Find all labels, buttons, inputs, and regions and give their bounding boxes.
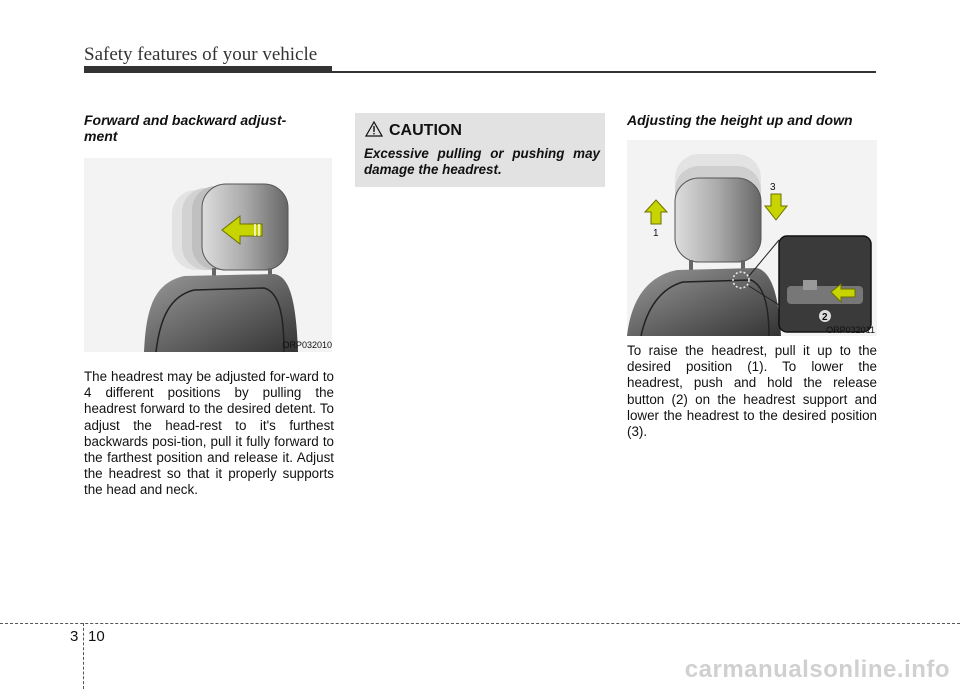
chapter-number: 3 [70,628,79,645]
callout-2: 2 [822,312,828,323]
footer-rule [0,623,960,624]
page-header-title: Safety features of your vehicle [84,44,318,65]
arrow-down-icon [765,194,787,220]
headrest-forward-illustration [84,158,332,352]
caution-title: CAUTION [389,122,462,139]
figure-headrest-forward [84,158,332,352]
watermark: carmanualsonline.info [684,656,950,683]
caution-text: Excessive pulling or pushing may damage the headrest. [364,146,600,177]
section-heading-forward-backward: Forward and backward adjust- ment [84,112,287,144]
callout-1: 1 [653,228,659,239]
section-heading-height: Adjusting the height up and down [627,112,853,128]
header-rule [84,71,876,73]
figure-code: ORP032011 [826,325,875,335]
figure-code: ORP032010 [282,340,332,350]
headrest-height-illustration [627,140,877,336]
caution-box [355,113,605,187]
page-number: 10 [88,628,105,645]
body-paragraph-forward-backward: The headrest may be adjusted for-ward to 4 different positions by pulling the headrest forward to the desired detent. To adjust the head-rest to it's furthest backwards posi-tion, pull it fully forward to the farthest position and release it. Adjust the headrest so that it properly supports the head and neck. [84,369,334,498]
body-paragraph-height: To raise the headrest, pull it up to the desired position (1). To lower the headrest, push and hold the release button (2) on the headrest support and lower the headrest to the desired position (3). [627,343,877,440]
arrow-up-icon [645,200,667,224]
warning-triangle-icon [365,121,383,137]
callout-3: 3 [770,182,776,193]
figure-headrest-height [627,140,877,336]
